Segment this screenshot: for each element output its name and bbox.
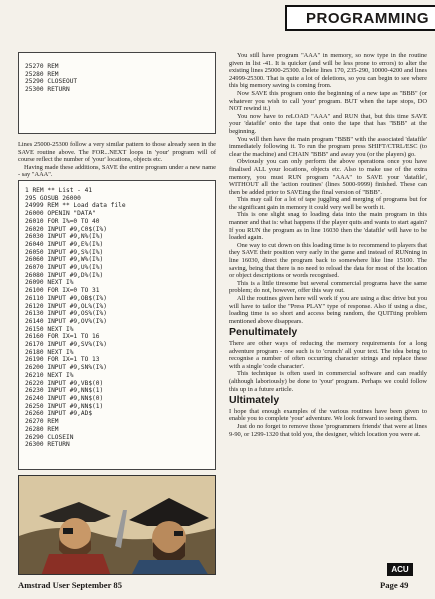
code-line: 26080 INPUT #9,D%(I%) [25, 271, 104, 279]
code-line: 26290 CLOSEIN [25, 433, 74, 441]
code-line: 26220 INPUT #9,VB$(0) [25, 379, 104, 387]
code-line: 26200 INPUT #9,SN%(I%) [25, 364, 107, 372]
ultimately-paragraph: Just do no forget to remove those 'programmers friends' that were at lines 9-90, or 1299-1320 that told you, the designer, which location you were at. [229, 422, 427, 438]
code-line: 26260 INPUT #9,AD$ [25, 410, 93, 418]
pirate-illustration [18, 475, 216, 575]
left-body-text [18, 141, 216, 179]
code-line: 26090 NEXT I% [25, 279, 74, 287]
code-line: 26110 INPUT #9,OB$(I%) [25, 294, 107, 302]
left-paragraph: Lines 25000-25300 follow a very similar pattern to those already seen in the SAVE routine above. The FOR...NEXT loops in 'your' program will of course reflect the number of 'your' locations, objects etc. [18, 141, 216, 164]
code-line: 26070 INPUT #9,U%(I%) [25, 264, 104, 272]
acu-badge: ACU [387, 563, 413, 576]
code-line: 25280 REM [25, 70, 59, 78]
code-line: 26230 INPUT #9,NN$(1) [25, 387, 104, 395]
footer-page-number: Page 49 [380, 580, 409, 590]
code-line: 26180 NEXT I% [25, 348, 74, 356]
code-line: 26020 INPUT #9,C0$(I%) [25, 225, 107, 233]
code-line: 26150 NEXT I% [25, 325, 74, 333]
code-line: 26170 INPUT #9,SV%(I%) [25, 341, 107, 349]
body-paragraph: You now have to reLOAD "AAA" and RUN that, but this time SAVE your 'datafile' onto the tape that onto the tape that has "BBB" at the beginning. [229, 112, 427, 135]
code-line: 26050 INPUT #9,S%(I%) [25, 248, 104, 256]
code-listing-top [18, 52, 216, 134]
code-listing-main [18, 180, 216, 470]
ultimately-paragraph: I hope that enough examples of the various routines have been given to enable you to complete 'your' adventure. We look forward to seeing them. [229, 407, 427, 423]
section-title: PROGRAMMING [306, 9, 429, 27]
body-paragraph: You will then have the main program "BBB" with the associated 'datafile' immediately following it. To run the program press SHIFT/CTRL/ESC (to clear the machine) and CHAIN "BBB" and away you (or the players) go. [229, 135, 427, 158]
penultimately-paragraph: This technique is often used in commercial software and can readily (although laboriously) be done to 'your' program. Perhaps we could follow this up in a future article. [229, 370, 427, 393]
code-line: 26100 FOR IX=0 TO 31 [25, 287, 100, 295]
code-line: 26210 NEXT I% [25, 371, 74, 379]
code-line: 26030 INPUT #9,N%(I%) [25, 233, 104, 241]
pirate-illustration-graphic [19, 476, 216, 575]
code-line: 26280 REM [25, 425, 59, 433]
code-line: 26000 OPENIN "DATA" [25, 210, 96, 218]
footer-magazine-issue: Amstrad User September 85 [18, 580, 122, 590]
right-paragraphs [229, 52, 427, 325]
code-line: 26040 INPUT #9,E%(I%) [25, 240, 104, 248]
code-line: 26010 FOR I%=0 TO 40 [25, 217, 100, 225]
body-paragraph: This may call for a lot of tape juggling and merging of programs but for the significant gain in memory it could very well be worth it. [229, 196, 427, 211]
penultimately-paragraph: There are other ways of reducing the memory requirements for a long adventure program - one such is to 'crunch' all your text. The idea being to recognise a number of often occurring character strings and replace these with a single 'code character'. [229, 339, 427, 370]
code-line: 25270 REM [25, 63, 59, 70]
body-paragraph: This is one slight snag to loading data into the main program in this manner and that is: what happens if the player quits and wants to start again? If you RUN the program as in line 16030 then the 'datafile' will have to be loaded again. [229, 211, 427, 242]
body-paragraph: All the routines given here will work if you are using a disc drive but you will have to tailor the "Press PLAY" type of response. Also if using a disc, loading time is so short and access being random, the QUITting problem mentioned above disappears. [229, 295, 427, 325]
code-line: 24999 REM ** Load data file [25, 202, 126, 210]
code-line: 25290 CLOSEOUT [25, 78, 78, 86]
code-line: 1 REM ** List - 41 [25, 187, 93, 194]
code-line: 26120 INPUT #9,OL%(I%) [25, 302, 107, 310]
right-column [229, 52, 427, 438]
body-paragraph: You still have program "AAA" in memory, so now type in the routine given in list -41. It is quicker (and will be less prone to errors) to alter the existing lines 25000-25300. Delete lines 170, 235-290, 10000-4200 and lines 24999-25300. That is quite a lot of deletions, so you can begin to see where this big memory saving is coming from. [229, 52, 427, 90]
code-line: 26160 FOR IX=1 TO 16 [25, 333, 100, 341]
body-paragraph: Now SAVE this program onto the beginning of a new tape as "BBB" (or whatever you wish to call 'your' program. BUT when the tape stops, DO NOT rewind it.) [229, 89, 427, 113]
code-line: 26300 RETURN [25, 441, 70, 449]
code-line: 26250 INPUT #9,NN$(1) [25, 402, 104, 410]
penultimately-heading: Penultimately [229, 326, 298, 339]
code-line: 26140 INPUT #9,OV%(I%) [25, 317, 107, 325]
left-paragraph: Having made these additions, SAVE the entire program under a new name - say "AAA". [18, 163, 216, 179]
ultimately-heading: Ultimately [229, 394, 280, 407]
code-line: 26270 REM [25, 418, 59, 426]
code-line: 295 GOSUB 26000 [25, 194, 81, 202]
body-paragraph: One way to cut down on this loading time is to recommend to players that they SAVE their position very early in the game and instead of RUNning in line 16030, direct the program back to somewhere like line 15100. The saving, being that there is no need to reload the data for most of the location or object descriptions or words recognised. [229, 241, 427, 280]
body-paragraph: This is a little tiresome but several commercial programs have the same problem; do not, however, offer this way out. [229, 279, 427, 295]
code-line: 26130 INPUT #9,OS%(I%) [25, 310, 107, 318]
section-header [285, 5, 435, 31]
code-line: 26190 FOR IX=1 TO 13 [25, 356, 100, 364]
code-line: 26060 INPUT #9,W%(I%) [25, 256, 104, 264]
body-paragraph: Obviously you can only perform the above operations once you have finalised ALL your locations, objects etc. Also to make use of the extra memory, you must RUN program "AAA" to SAVE your 'datafile', WITHOUT all the 'action routines' (lines 5000-9999) finished. These can then be added prior to SAVEing the final version of "BBB". [229, 158, 427, 196]
code-line: 26240 INPUT #9,NN$(0) [25, 394, 104, 402]
code-line: 25300 RETURN [25, 86, 70, 94]
